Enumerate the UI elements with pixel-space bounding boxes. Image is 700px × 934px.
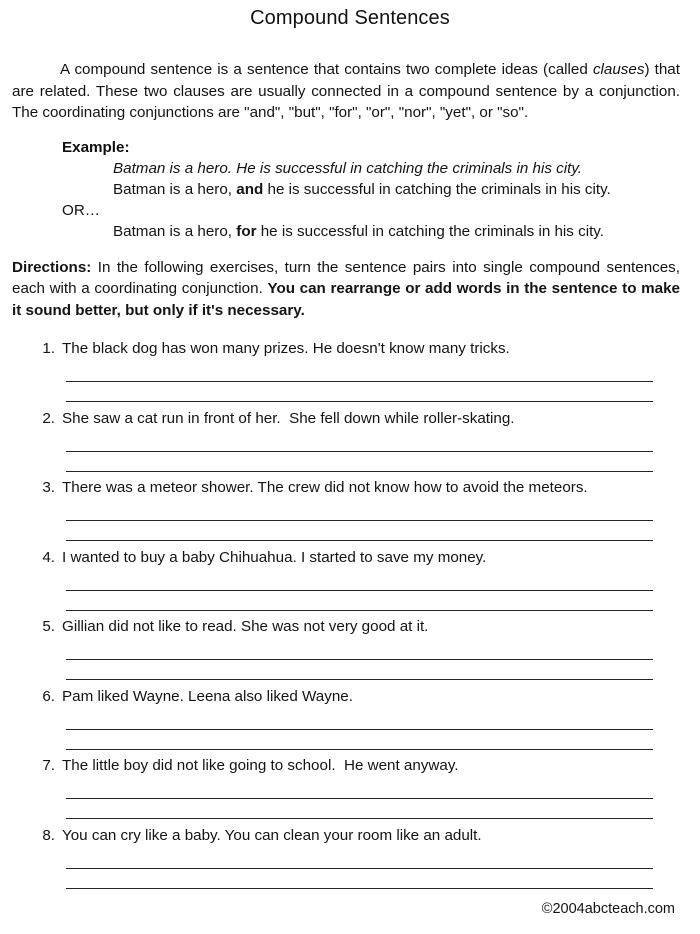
example-combined-sentence-and xyxy=(113,179,700,200)
answer-line[interactable] xyxy=(66,659,653,660)
example-conjunction-for: for xyxy=(236,222,257,240)
exercise-prompt: There was a meteor shower. The crew did not know how to avoid the meteors. xyxy=(62,479,588,496)
answer-line[interactable] xyxy=(66,451,653,452)
exercise-number: 4. xyxy=(42,548,55,566)
example-heading: Example: xyxy=(62,138,130,156)
exercise-prompt: The black dog has won many prizes. He doesn't know many tricks. xyxy=(62,340,510,357)
intro-part1: A compound sentence is a sentence that contains two complete ideas (called xyxy=(60,61,593,78)
exercise-prompt: She saw a cat run in front of her. She fell down while roller-skating. xyxy=(62,409,515,427)
exercise-number: 8. xyxy=(42,826,55,844)
answer-line[interactable] xyxy=(66,868,653,869)
copyright-footer: ©2004abcteach.com xyxy=(541,901,675,917)
directions-label: Directions: xyxy=(12,258,92,276)
answer-line[interactable] xyxy=(66,610,653,611)
answer-line[interactable] xyxy=(66,381,653,382)
answer-line[interactable] xyxy=(66,749,653,750)
example-and-after: he is successful in catching the criminals in his city. xyxy=(263,180,611,198)
exercise-item xyxy=(0,617,700,687)
exercise-item xyxy=(0,756,700,826)
exercise-number: 1. xyxy=(42,340,55,357)
example-for-after: he is successful in catching the criminals in his city. xyxy=(256,222,604,240)
exercise-item xyxy=(0,548,700,618)
answer-line[interactable] xyxy=(66,540,653,541)
answer-line[interactable] xyxy=(66,590,653,591)
exercise-number: 2. xyxy=(42,409,55,427)
exercise-number: 3. xyxy=(42,479,55,496)
example-block xyxy=(0,124,700,242)
answer-line[interactable] xyxy=(66,729,653,730)
exercise-item xyxy=(0,409,700,479)
intro-part2: ) that are related. These two clauses are usually connected in a compound sentence by a conjunction. The coordinating conjunctions are "and", "but", "for", "or", "nor", "yet", or "so". xyxy=(12,61,680,121)
answer-line[interactable] xyxy=(66,401,653,402)
exercise-prompt: Gillian did not like to read. She was not very good at it. xyxy=(62,618,429,635)
example-combined-sentence-for xyxy=(113,221,700,242)
exercise-item xyxy=(0,826,700,896)
answer-line[interactable] xyxy=(66,679,653,680)
answer-line[interactable] xyxy=(66,888,653,889)
exercise-number: 5. xyxy=(42,618,55,635)
exercise-number: 6. xyxy=(42,687,55,705)
intro-italic-term: clauses xyxy=(592,61,645,78)
example-for-before: Batman is a hero, xyxy=(113,222,237,240)
exercise-number: 7. xyxy=(42,757,55,774)
answer-line[interactable] xyxy=(66,520,653,521)
directions-normal-text: In the following exercises, turn the sentence pairs into single compound sentences, each with a coordinating conjunction. xyxy=(12,258,680,297)
exercise-prompt: The little boy did not like going to school. He went anyway. xyxy=(62,757,459,774)
answer-line[interactable] xyxy=(66,471,653,472)
exercise-item xyxy=(0,687,700,757)
exercise-prompt: You can cry like a baby. You can clean your room like an adult. xyxy=(62,826,482,844)
answer-line[interactable] xyxy=(66,818,653,819)
exercise-prompt: I wanted to buy a baby Chihuahua. I started to save my money. xyxy=(62,548,487,566)
example-original-sentence: Batman is a hero. He is successful in catching the criminals in his city. xyxy=(113,159,583,177)
example-or-label: OR… xyxy=(62,201,100,219)
intro-paragraph xyxy=(0,30,700,124)
exercise-list xyxy=(0,321,700,895)
example-and-before: Batman is a hero, xyxy=(113,180,237,198)
answer-line[interactable] xyxy=(66,798,653,799)
exercise-item xyxy=(0,339,700,409)
directions-bold-text: You can rearrange or add words in the sentence to make it sound better, but only if it's necessary. xyxy=(12,280,680,319)
directions-paragraph xyxy=(0,242,700,322)
page-title: Compound Sentences xyxy=(250,7,450,29)
exercise-item xyxy=(0,478,700,548)
example-conjunction-and: and xyxy=(236,180,264,198)
exercise-prompt: Pam liked Wayne. Leena also liked Wayne. xyxy=(62,687,353,705)
